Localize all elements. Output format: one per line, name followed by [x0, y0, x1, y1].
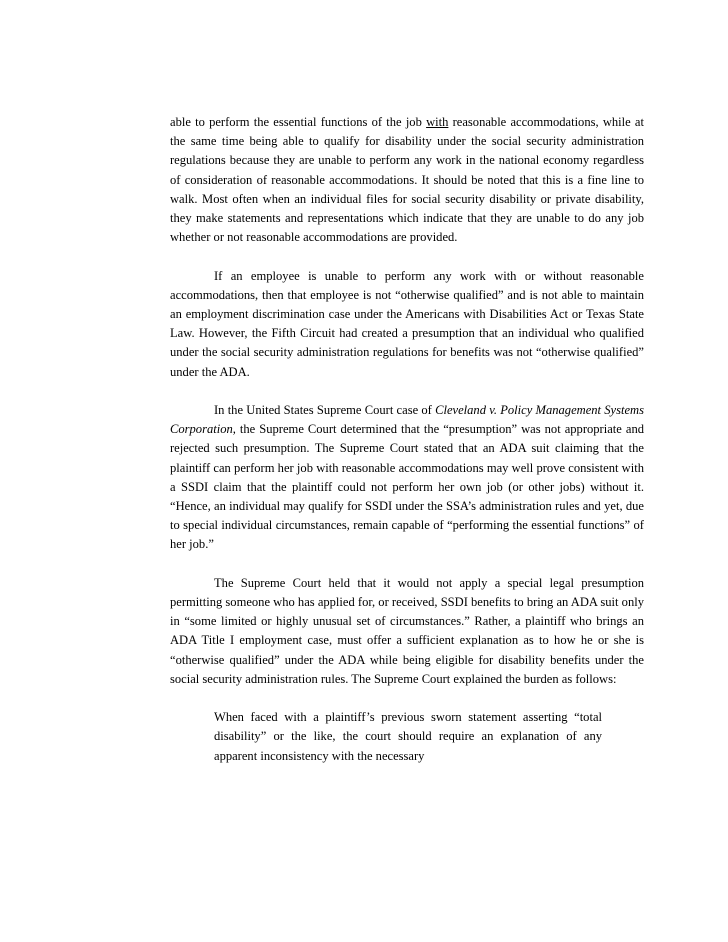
- underlined-word-with: with: [426, 115, 449, 129]
- paragraph-4: The Supreme Court held that it would not apply a special legal presumption permitting someone who has applied for, or received, SSDI benefits to bring an ADA suit only in “some limited or highly unusual set of circumstances.” Rather, a plaintiff who brings an ADA Title I employment case, must offer a sufficient explanation as to how he or she is “otherwise qualified” under the ADA while being eligible for disability benefits under the social security administration rules. The Supreme Court explained the burden as follows:: [170, 575, 644, 686]
- paragraph-1-text-a: able to perform the essential functions of the job: [170, 115, 427, 129]
- block-quote: When faced with a plaintiff’s previous sworn statement asserting “total disability” or the like, the court should require an explanation of any apparent inconsistency with the necessary: [214, 710, 602, 763]
- case-citation: Cleveland v. Policy Management Systems Corporation,: [170, 403, 644, 437]
- paragraph-1: [170, 113, 644, 247]
- document-body: [170, 113, 644, 766]
- paragraph-3-text-b: the Supreme Court determined that the “presumption” was not appropriate and rejected such presumption. The Supreme Court stated that an ADA suit claiming that the plaintiff can perform her job with reasonable accommodations may well prove consistent with a SSDI claim that the plaintiff could not perform her own job (or other jobs) without it. “Hence, an individual may qualify for SSDI under the SSA’s administration rules and yet, due to special individual circumstances, remain capable of “performing the essential functions” of her job.”: [170, 422, 644, 552]
- paragraph-1-text-b: reasonable accommodations, while at the same time being able to qualify for disability under the social security administration regulations because they are unable to perform any work in the national economy regardless of consideration of reasonable accommodations. It should be noted that this is a fine line to walk. Most often when an individual files for social security disability or private disability, they make statements and representations which indicate that they are unable to do any job whether or not reasonable accommodations are provided.: [170, 115, 644, 245]
- paragraph-3: [170, 401, 644, 555]
- paragraph-2: If an employee is unable to perform any work with or without reasonable accommodations, then that employee is not “otherwise qualified” and is not able to maintain an employment discrimination case under the Americans with Disabilities Act or Texas State Law. However, the Fifth Circuit had created a presumption that an individual who qualified under the social security administration regulations for benefits was not “otherwise qualified” under the ADA.: [170, 268, 644, 379]
- paragraph-3-text-a: In the United States Supreme Court case of: [214, 403, 436, 418]
